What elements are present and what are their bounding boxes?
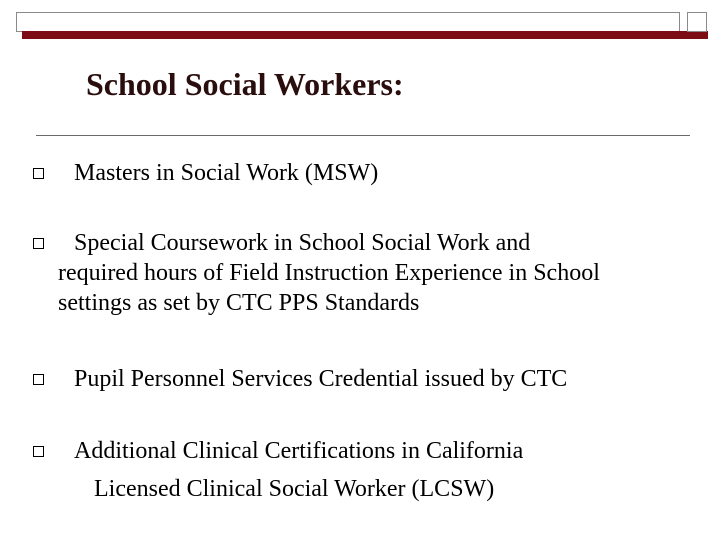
bullet-2-line-3: settings as set by CTC PPS Standards <box>58 290 420 316</box>
bullet-4-line-1: Additional Clinical Certifications in California <box>74 438 524 464</box>
header-accent-bar <box>22 31 708 39</box>
bullet-4-line-2: Licensed Clinical Social Worker (LCSW) <box>94 476 495 502</box>
bullet-3-line-1: Pupil Personnel Services Credential issued by CTC <box>74 366 568 392</box>
square-bullet-icon <box>33 374 44 385</box>
bullet-2-line-2: required hours of Field Instruction Experience in School <box>58 260 600 286</box>
square-bullet-icon <box>33 446 44 457</box>
slide-title: School Social Workers: <box>86 66 404 102</box>
corner-square-decoration <box>687 12 707 32</box>
title-divider <box>36 135 690 136</box>
header-frame <box>16 12 680 32</box>
bullet-2-line-1: Special Coursework in School Social Work and <box>74 230 531 256</box>
bullet-1-line-1: Masters in Social Work (MSW) <box>74 160 379 186</box>
square-bullet-icon <box>33 168 44 179</box>
square-bullet-icon <box>33 238 44 249</box>
